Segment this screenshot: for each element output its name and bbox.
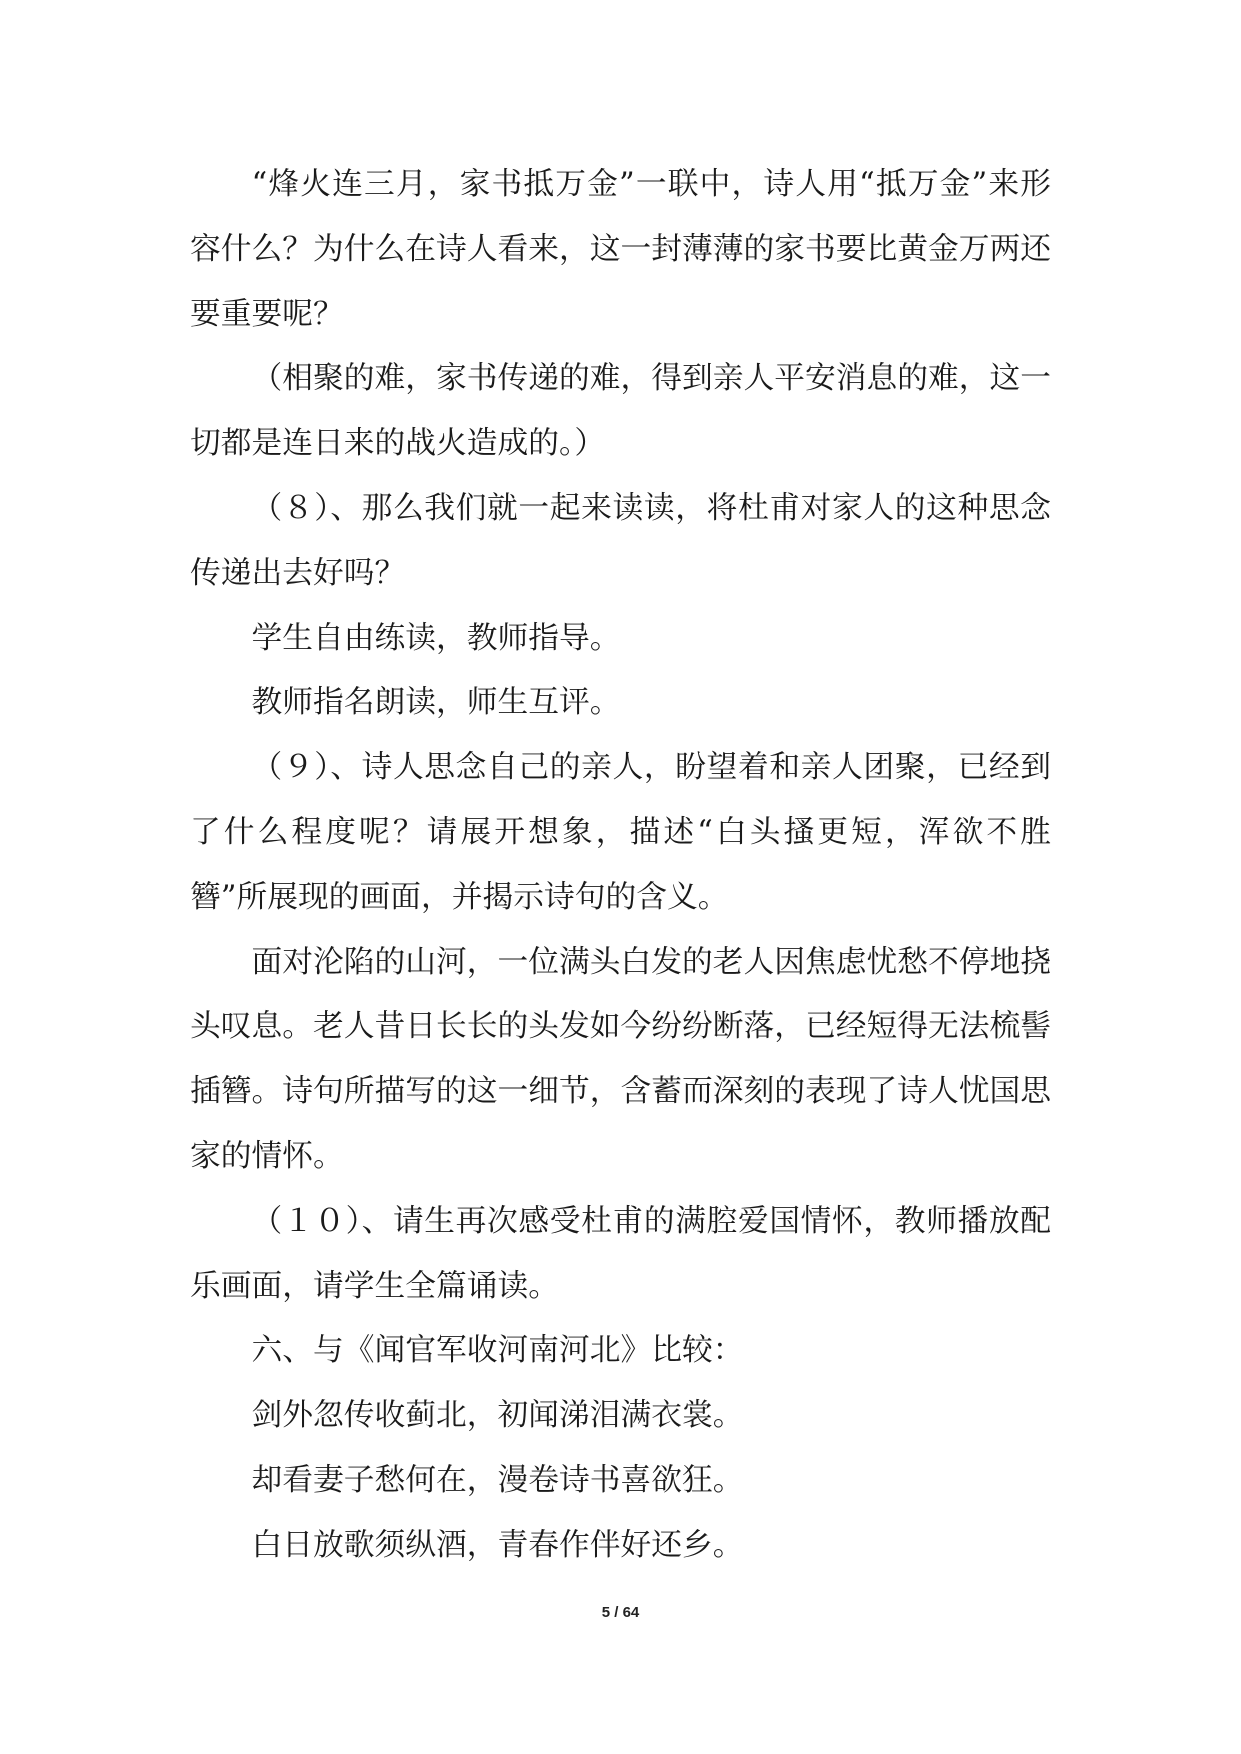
section-heading-comparison: 六、与《闻官军收河南河北》比较： [251,1332,744,1369]
page-number: 5 / 64 [601,1604,640,1621]
poem-line-1: 剑外忽传收蓟北，初闻涕泪满衣裳。 [251,1397,744,1434]
paragraph-answer-letter: （相聚的难，家书传递的难，得到亲人平安消息的难，这一切都是连日来的战火造成的。） [190,360,1052,462]
paragraph-step-8: （８）、那么我们就一起来读读，将杜甫对家人的这种思念传递出去好吗？ [190,489,1051,591]
paragraph-answer-white-hair: 面对沦陷的山河，一位满头白发的老人因焦虑忧愁不停地挠头叹息。老人昔日长长的头发如今纷纷断落，已经短得无法梳髻插簪。诗句所描写的这一细节，含蓄而深刻的表现了诗人忧国思家的情怀。 [190,943,1052,1174]
paragraph-practice-reading: 学生自由练读，教师指导。 [251,619,621,656]
paragraph-read-aloud: 教师指名朗读，师生互评。 [251,684,621,721]
paragraph-step-9: （９）、诗人思念自己的亲人，盼望着和亲人团聚，已经到了什么程度呢？请展开想象，描述“白头搔更短，浑欲不胜簪”所展现的画面，并揭示诗句的含义。 [190,749,1051,915]
poem-line-2: 却看妻子愁何在，漫卷诗书喜欲狂。 [251,1461,744,1498]
paragraph-question-letter-value: “烽火连三月，家书抵万金”一联中，诗人用“抵万金”来形容什么？为什么在诗人看来，这一封薄薄的家书要比黄金万两还要重要呢？ [190,166,1052,332]
document-body [190,152,1051,1578]
paragraph-step-10: （１０）、请生再次感受杜甫的满腔爱国情怀，教师播放配乐画面，请学生全篇诵读。 [190,1202,1051,1304]
poem-line-3: 白日放歌须纵酒，青春作伴好还乡。 [251,1526,744,1563]
